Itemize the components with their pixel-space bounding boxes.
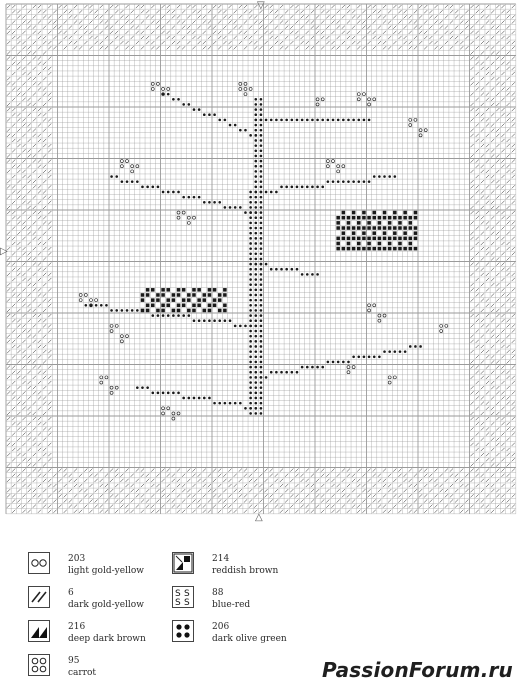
- legend-number: 214: [212, 554, 230, 564]
- legend-number: 206: [212, 622, 230, 632]
- double-circle-icon: [28, 552, 50, 574]
- quad-circle-icon: [28, 654, 50, 676]
- legend-number: 203: [68, 554, 86, 564]
- double-slash-icon: [28, 586, 50, 608]
- legend-item: [172, 582, 372, 616]
- legend-name: dark olive green: [212, 634, 287, 644]
- legend-name: deep dark brown: [68, 634, 146, 644]
- legend-number: 6: [68, 588, 74, 598]
- legend-number: 88: [212, 588, 224, 598]
- svg-text:S: S: [184, 589, 190, 599]
- legend-name: dark gold-yellow: [68, 600, 144, 610]
- legend-name: reddish brown: [212, 566, 279, 576]
- four-dots-icon: [172, 620, 194, 642]
- center-marker-left: ▷: [0, 246, 8, 257]
- legend-name: blue-red: [212, 600, 251, 610]
- svg-text:S: S: [175, 598, 181, 607]
- legend-item: [172, 616, 372, 650]
- legend-number: 95: [68, 656, 80, 666]
- legend-name: carrot: [68, 668, 97, 678]
- center-marker-bottom: △: [255, 512, 263, 523]
- s-pattern-icon: [172, 586, 194, 608]
- center-marker-top: ▽: [257, 0, 265, 11]
- watermark: PassionForum.ru: [321, 658, 513, 682]
- triangle-box-icon: [172, 552, 194, 574]
- legend-item: [172, 548, 372, 582]
- legend-item: [28, 650, 228, 684]
- triangles-icon: [28, 620, 50, 642]
- legend-name: light gold-yellow: [68, 566, 144, 576]
- svg-text:S: S: [175, 589, 181, 599]
- legend-number: 216: [68, 622, 86, 632]
- svg-text:S: S: [184, 598, 190, 607]
